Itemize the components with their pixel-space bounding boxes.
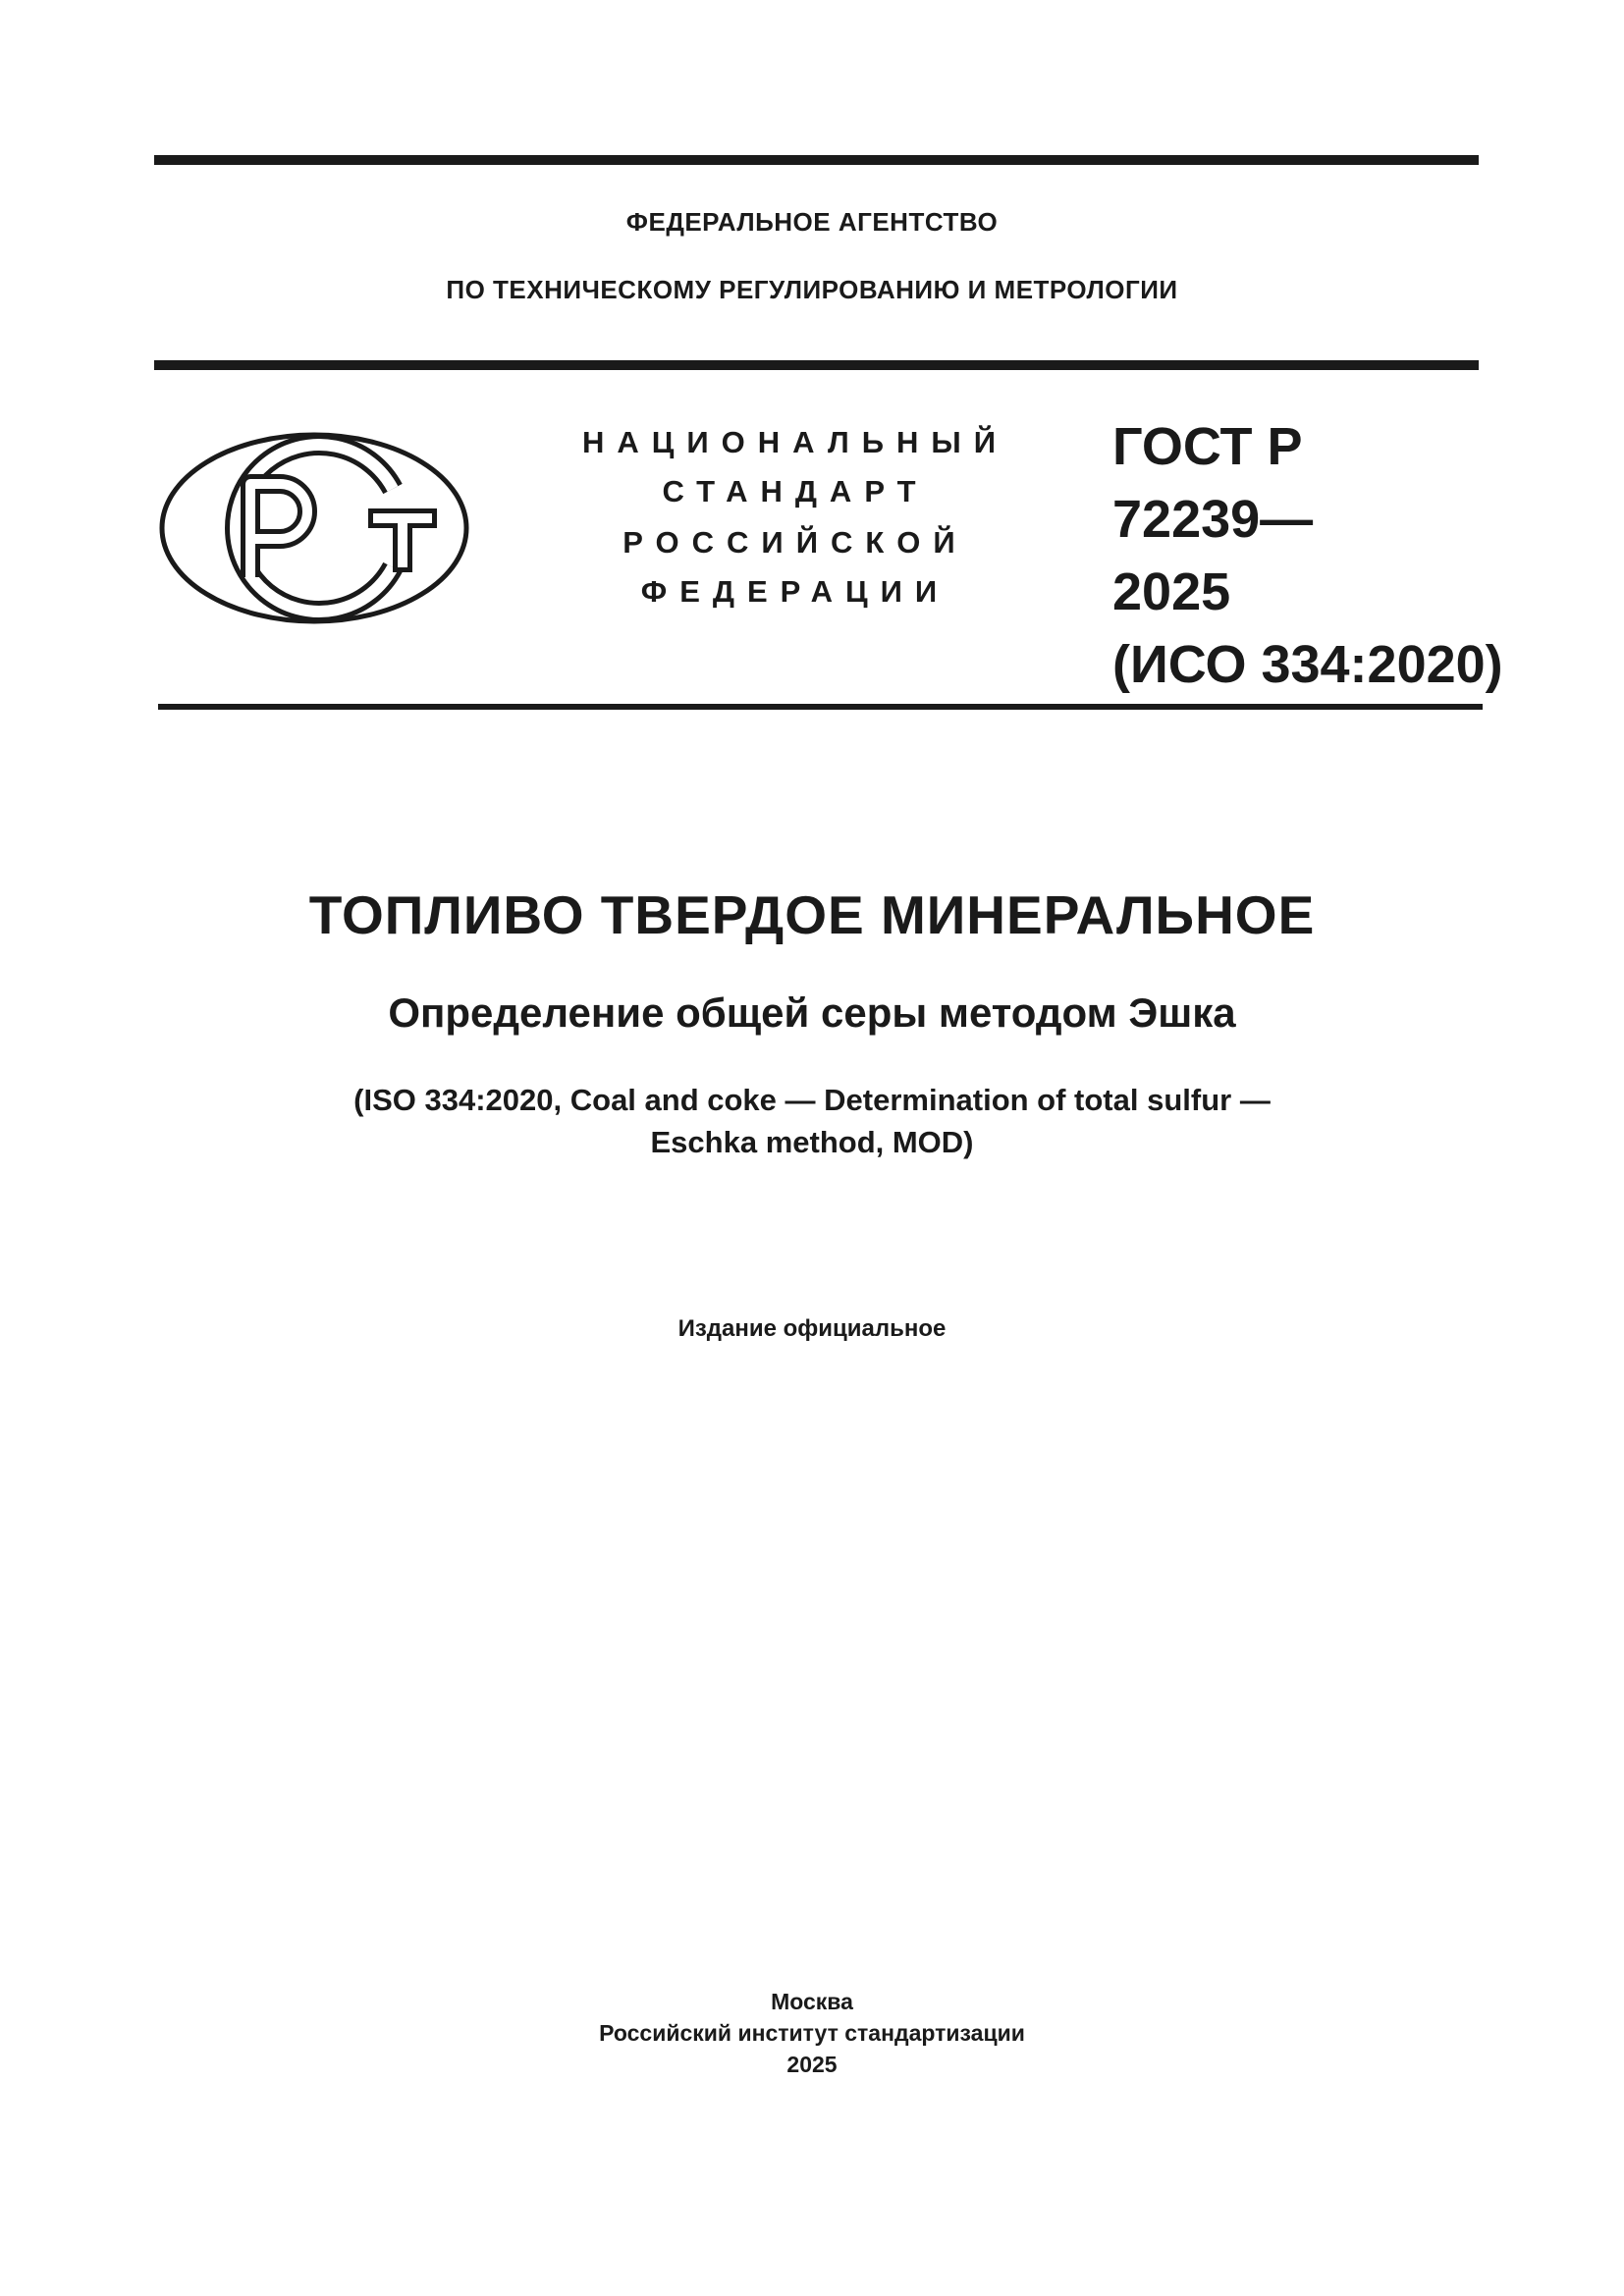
imprint-year: 2025 <box>786 2052 838 2077</box>
national-standard-line4: ФЕДЕРАЦИИ <box>640 574 950 609</box>
national-standard-line1: НАЦИОНАЛЬНЫЙ <box>581 425 1009 459</box>
agency-name-line2: ПО ТЕХНИЧЕСКОМУ РЕГУЛИРОВАНИЮ И МЕТРОЛОГИИ <box>446 275 1178 304</box>
imprint-city: Москва <box>771 1989 853 2014</box>
imprint-publisher: Российский институт стандартизации <box>599 2020 1025 2046</box>
national-standard-line2: СТАНДАРТ <box>662 474 929 508</box>
document-subtitle: Определение общей серы методом Эшка <box>388 989 1236 1036</box>
designation-line4: (ИСО 334:2020) <box>1112 635 1503 694</box>
international-reference-line1: (ISO 334:2020, Coal and coke — Determination of total sulfur — <box>353 1083 1271 1117</box>
national-standard-line3: РОССИЙСКОЙ <box>623 525 968 560</box>
designation-divider <box>158 704 1483 710</box>
designation-line2: 72239— <box>1112 490 1314 549</box>
agency-name-line1: ФЕДЕРАЛЬНОЕ АГЕНТСТВО <box>625 207 999 237</box>
standard-designation <box>1112 410 1503 701</box>
designation-line1: ГОСТ Р <box>1112 417 1303 476</box>
official-edition-label: Издание официальное <box>677 1315 947 1342</box>
international-reference-line2: Eschka method, MOD) <box>650 1125 974 1159</box>
rst-certification-mark-icon <box>157 430 473 631</box>
document-title: ТОПЛИВО ТВЕРДОЕ МИНЕРАЛЬНОЕ <box>308 884 1316 945</box>
header-divider <box>154 360 1479 370</box>
top-rule <box>154 155 1479 165</box>
designation-line3: 2025 <box>1112 562 1231 621</box>
